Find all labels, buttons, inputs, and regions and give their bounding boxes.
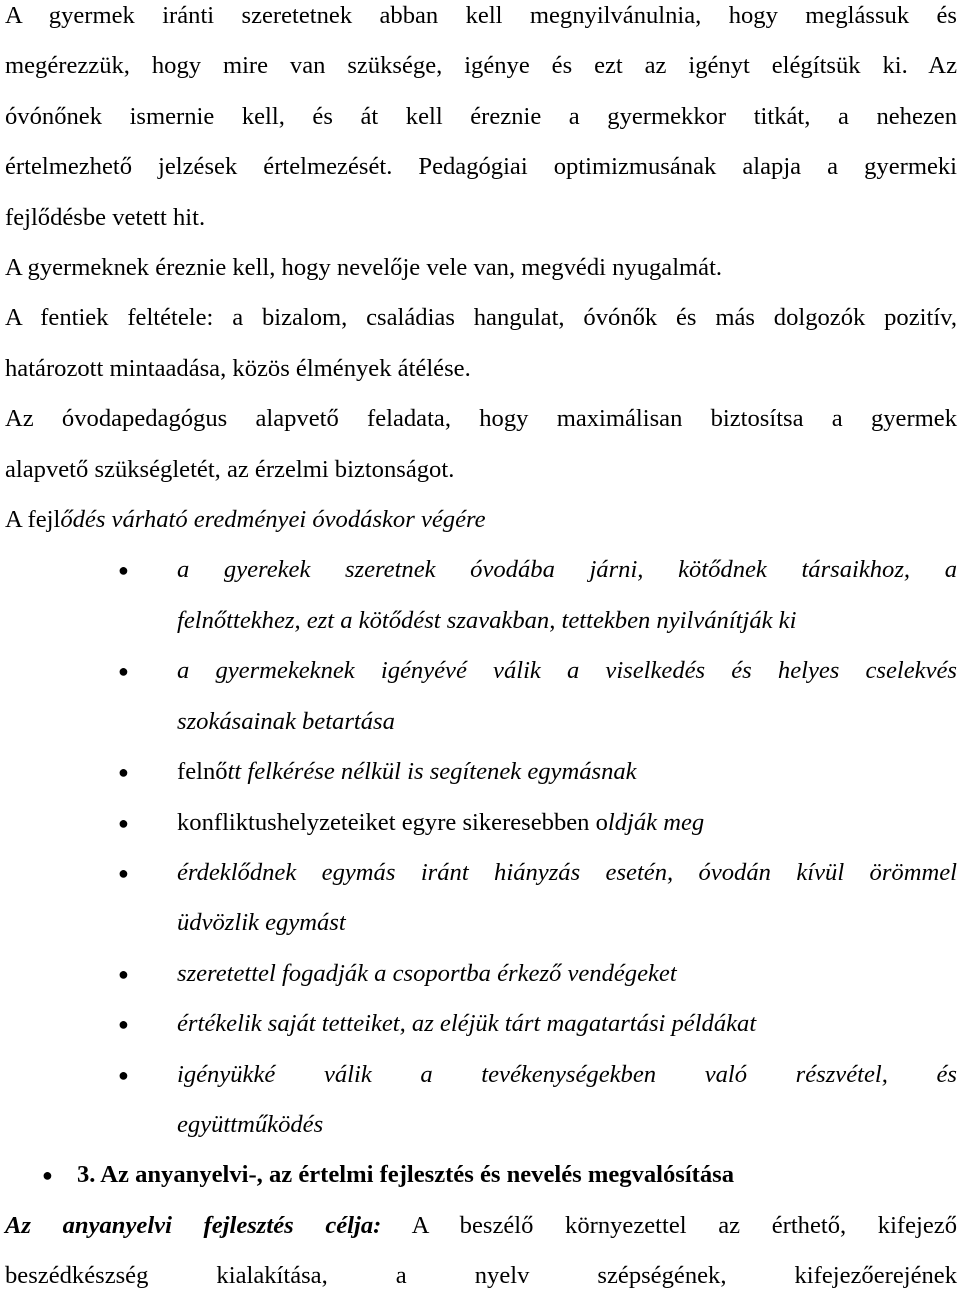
bullet-icon: ● <box>118 963 129 984</box>
list-item <box>5 999 957 1049</box>
outcomes-heading <box>5 495 957 545</box>
bullet-icon: ● <box>118 1014 129 1035</box>
section-heading <box>5 1150 957 1200</box>
list-item <box>5 949 957 999</box>
paragraph-goal <box>5 1201 957 1302</box>
bullet-icon: ● <box>118 661 129 682</box>
list-item-line: szokásainak betartása <box>177 707 395 735</box>
list-item-line: érdeklődnek egymás iránt hiányzás esetén, óvodán kívül örömmel <box>177 858 957 886</box>
list-item-line: üdvözlik egymást <box>177 909 346 937</box>
text-line: alapvető szükségletét, az érzelmi biztonságot. <box>5 455 455 483</box>
goal-text: A beszélő környezettel az érthető, kifejező <box>381 1211 957 1239</box>
text-line: A gyermeknek éreznie kell, hogy nevelője vele van, megvédi nyugalmát. <box>5 254 723 282</box>
list-item-line: a gyerekek szeretnek óvodába járni, kötődnek társaikhoz, a <box>177 556 957 584</box>
list-item-line: szeretettel fogadják a csoportba érkező vendégeket <box>177 959 677 987</box>
text-line: A fentiek feltétele: a bizalom, családias hangulat, óvónők és más dolgozók pozitív, <box>5 304 957 332</box>
outcomes-heading-upright: A fejl <box>5 506 61 534</box>
list-item <box>5 545 957 646</box>
text-line: fejlődésbe vetett hit. <box>5 203 206 231</box>
bullet-icon: ● <box>118 1064 129 1085</box>
list-item-line: ldják meg <box>607 808 705 836</box>
list-item-upright: konfliktushelyzeteiket egyre sikeresebben o <box>177 808 608 836</box>
text-line: óvónőnek ismernie kell, és át kell éreznie a gyermekkor titkát, a nehezen <box>5 102 957 130</box>
list-item-line: értékelik saját tetteiket, az eléjük tárt magatartási példákat <box>177 1010 757 1038</box>
list-item <box>5 798 957 848</box>
bullet-icon: ● <box>118 812 129 833</box>
list-item-line: együttműködés <box>177 1110 324 1138</box>
section-title: Az anyanyelvi-, az értelmi fejlesztés és nevelés megvalósítása <box>100 1161 735 1189</box>
list-item-line: a gyermekeknek igényévé válik a viselkedés és helyes cselekvés <box>177 657 957 685</box>
paragraph-core-task <box>5 394 957 495</box>
document-page <box>5 0 957 1302</box>
paragraph-child-feels-safe <box>5 243 957 293</box>
text-line: megérezzük, hogy mire van szüksége, igénye és ezt az igényt elégítsük ki. Az <box>5 52 957 80</box>
text-line: Az óvodapedagógus alapvető feladata, hogy maximálisan biztosítsa a gyermek <box>5 405 957 433</box>
list-item-line: tt felkérése nélkül is segítenek egymásnak <box>227 758 637 786</box>
text-line: A gyermek iránti szeretetnek abban kell megnyilvánulnia, hogy meglássuk és <box>5 2 957 29</box>
list-item-line: igényükké válik a tevékenységekben való részvétel, és <box>177 1060 957 1088</box>
goal-label: Az anyanyelvi fejlesztés célja: <box>5 1211 382 1239</box>
list-item <box>5 747 957 797</box>
list-item-line: felnőttekhez, ezt a kötődést szavakban, tettekben nyilvánítják ki <box>177 606 797 634</box>
paragraph-conditions <box>5 293 957 394</box>
list-item-upright: felnő <box>177 758 228 786</box>
bullet-icon: ● <box>42 1165 53 1186</box>
bullet-icon: ● <box>118 762 129 783</box>
text-line: beszédkészség kialakítása, a nyelv szépségének, kifejezőerejének <box>5 1262 957 1290</box>
outcomes-heading-italic: ődés várható eredményei óvodáskor végére <box>60 506 486 534</box>
section-number: 3. <box>77 1161 96 1189</box>
text-line: értelmezhető jelzések értelmezését. Pedagógiai optimizmusának alapja a gyermeki <box>5 153 957 181</box>
paragraph-love-of-child <box>5 0 957 243</box>
list-item <box>5 848 957 949</box>
list-item <box>5 646 957 747</box>
bullet-icon: ● <box>118 862 129 883</box>
list-item <box>5 1050 957 1151</box>
text-line: határozott mintaadása, közös élmények átélése. <box>5 354 471 382</box>
outcomes-list <box>5 545 957 1150</box>
bullet-icon: ● <box>118 560 129 581</box>
